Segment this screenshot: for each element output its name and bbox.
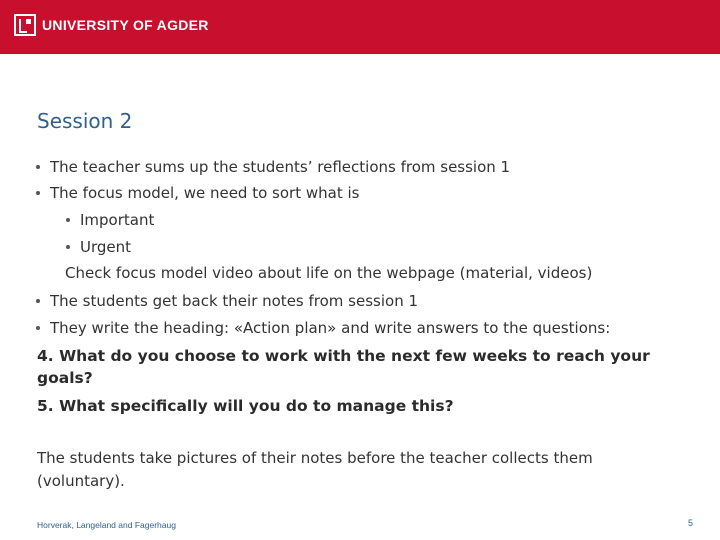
bullet-item	[50, 158, 510, 176]
header-bar	[0, 0, 720, 54]
university-logo-icon	[14, 14, 36, 36]
sub-bullet-text: Urgent	[80, 238, 132, 256]
sub-bullet-text: Important	[80, 211, 155, 229]
bullet-icon	[36, 299, 40, 303]
bullet-icon	[36, 326, 40, 330]
bullet-text: They write the heading: «Action plan» and write answers to the questions:	[50, 319, 611, 337]
bullet-icon	[66, 245, 70, 249]
closing-text: The students take pictures of their notes before the teacher collects them (voluntary).	[37, 449, 593, 490]
note-text: Check focus model video about life on the webpage (material, videos)	[65, 264, 593, 282]
bullet-icon	[36, 191, 40, 195]
bullet-item	[50, 292, 418, 310]
bullet-text: The teacher sums up the students’ reflections from session 1	[50, 158, 511, 176]
bullet-item	[50, 319, 610, 337]
bullet-item	[50, 184, 359, 202]
question-5: 5. What specifically will you do to manage this?	[37, 397, 454, 415]
bullet-icon	[66, 218, 70, 222]
slide-title: Session 2	[37, 109, 133, 133]
bullet-text: The students get back their notes from session 1	[50, 292, 419, 310]
sub-bullet-item	[80, 238, 131, 256]
sub-bullet-item	[80, 211, 154, 229]
bullet-icon	[36, 165, 40, 169]
bullet-text: The focus model, we need to sort what is	[50, 184, 360, 202]
page-number: 5	[688, 518, 694, 528]
university-logo	[14, 14, 209, 36]
footer-authors: Horverak, Langeland and Fagerhaug	[37, 520, 176, 530]
logo-text: UNIVERSITY OF AGDER	[42, 17, 209, 33]
question-4: 4. What do you choose to work with the next few weeks to reach your goals?	[37, 347, 650, 387]
